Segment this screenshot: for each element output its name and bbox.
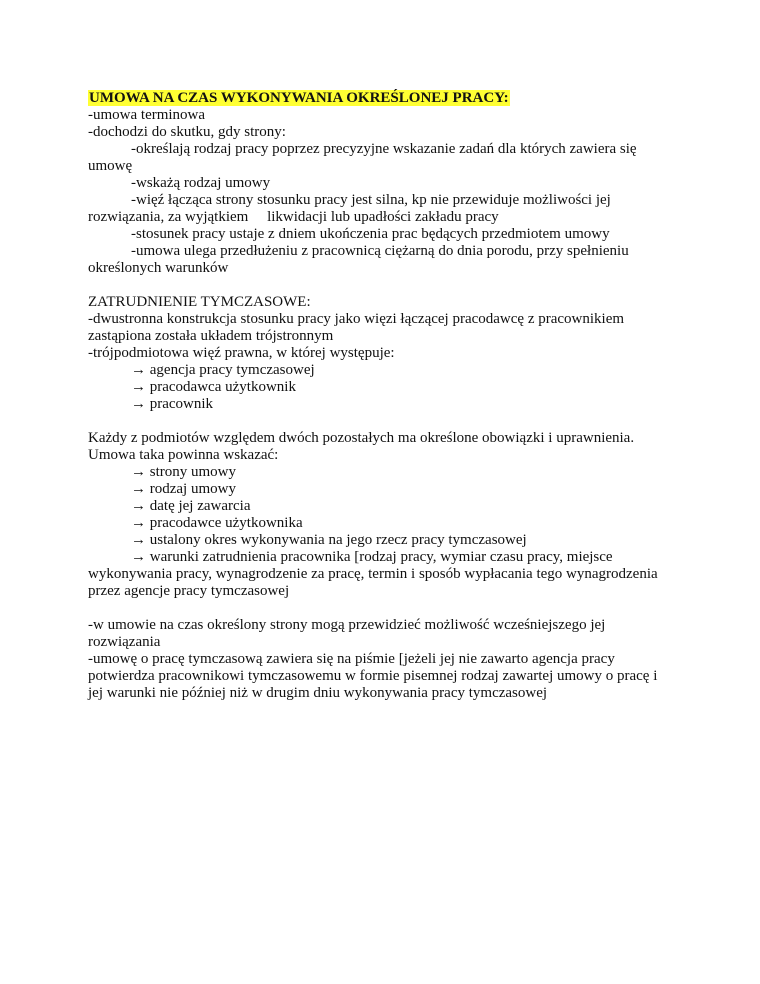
doc-line: umowę — [88, 158, 133, 174]
doc-line: -trójpodmiotowa więź prawna, w której występuje: — [88, 345, 395, 361]
doc-line: przez agencje pracy tymczasowej — [88, 583, 290, 599]
doc-line: -umowa ulega przedłużeniu z pracownicą ciężarną do dnia porodu, przy spełnieniu — [131, 243, 629, 259]
list-item: → datę jej zawarcia — [131, 498, 251, 514]
doc-line: określonych warunków — [88, 260, 229, 276]
list-item: → pracodawca użytkownik — [131, 379, 296, 395]
doc-line: potwierdza pracownikowi tymczasowemu w formie pisemnej rodzaj zawartej umowy o pracę i — [88, 668, 658, 684]
doc-line: -dwustronna konstrukcja stosunku pracy jako więzi łączącej pracodawcę z pracownikiem — [88, 311, 625, 327]
doc-line: jej warunki nie później niż w drugim dniu wykonywania pracy tymczasowej — [88, 685, 548, 701]
doc-line: zastąpiona została układem trójstronnym — [88, 328, 334, 344]
doc-line: -określają rodzaj pracy poprzez precyzyjne wskazanie zadań dla których zawiera się — [131, 141, 637, 157]
doc-line: rozwiązania, za wyjątkiem likwidacji lub upadłości zakładu pracy — [88, 209, 499, 225]
section1-title-highlight: UMOWA NA CZAS WYKONYWANIA OKREŚLONEJ PRACY: — [89, 90, 509, 106]
doc-line: -stosunek pracy ustaje z dniem ukończenia prac będących przedmiotem umowy — [131, 226, 610, 242]
doc-line: wykonywania pracy, wynagrodzenie za pracę, termin i sposób wypłacania tego wynagrodzenia — [88, 566, 658, 582]
doc-line: -wskażą rodzaj umowy — [131, 175, 271, 191]
list-item: → pracodawce użytkownika — [131, 515, 303, 531]
doc-line: -w umowie na czas określony strony mogą przewidzieć możliwość wcześniejszego jej — [88, 617, 606, 633]
doc-line: Każdy z podmiotów względem dwóch pozostałych ma określone obowiązki i uprawnienia. — [88, 430, 635, 446]
list-item: → agencja pracy tymczasowej — [131, 362, 315, 378]
list-item: → warunki zatrudnienia pracownika [rodzaj pracy, wymiar czasu pracy, miejsce — [131, 549, 613, 565]
doc-line: -dochodzi do skutku, gdy strony: — [88, 124, 286, 140]
doc-line: Umowa taka powinna wskazać: — [88, 447, 279, 463]
doc-line: -umowa terminowa — [88, 107, 206, 123]
section1-title — [88, 90, 510, 107]
section2-title: ZATRUDNIENIE TYMCZASOWE: — [88, 294, 311, 310]
list-item: → ustalony okres wykonywania na jego rzecz pracy tymczasowej — [131, 532, 527, 548]
list-item: → strony umowy — [131, 464, 236, 480]
list-item: → rodzaj umowy — [131, 481, 236, 497]
doc-line: -więź łącząca strony stosunku pracy jest silna, kp nie przewiduje możliwości jej — [131, 192, 611, 208]
list-item: → pracownik — [131, 396, 214, 412]
doc-line: rozwiązania — [88, 634, 161, 650]
doc-line: -umowę o pracę tymczasową zawiera się na piśmie [jeżeli jej nie zawarto agencja pracy — [88, 651, 615, 667]
